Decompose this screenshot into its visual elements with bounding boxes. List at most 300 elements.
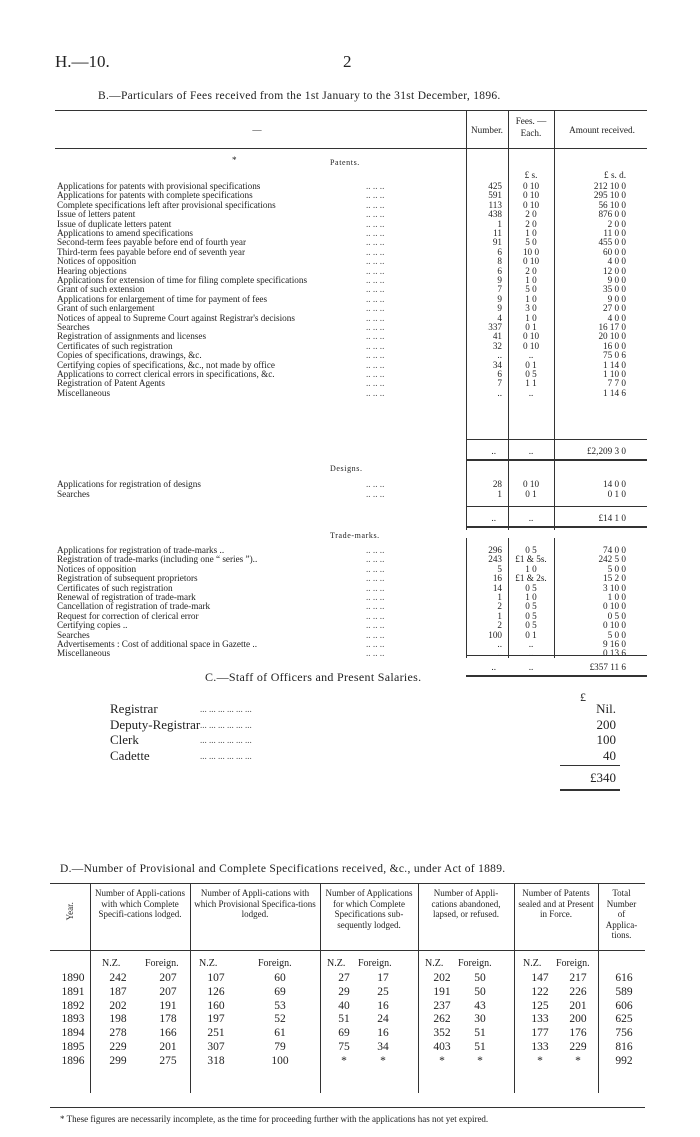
trade_marks-row-number: 2 bbox=[497, 601, 502, 612]
patents-row-fee: 0 10 bbox=[522, 331, 540, 342]
designs-row-label: Applications for registration of designs bbox=[57, 479, 201, 489]
trade_marks-row-amount: 9 16 0 bbox=[603, 639, 626, 649]
patents-row-fee: 0 10 bbox=[522, 340, 540, 351]
trade_marks-row-amount: 74 0 0 bbox=[603, 545, 626, 555]
patents-row-number: 425 bbox=[488, 181, 502, 191]
patents-row-amount: 12 0 0 bbox=[603, 265, 626, 276]
patents-row-amount: 7 7 0 bbox=[607, 378, 626, 389]
table-cell: 160 bbox=[207, 999, 225, 1012]
document-reference: H.—10. bbox=[55, 52, 110, 71]
table-cell: 100 bbox=[271, 1054, 289, 1067]
patents-row-number: 7 bbox=[497, 284, 502, 295]
patents-row-number: 91 bbox=[492, 237, 502, 248]
trade_marks-total-underline bbox=[466, 675, 647, 677]
patents-row-amount: 2 0 0 bbox=[607, 218, 626, 229]
table-cell: 51 bbox=[474, 1027, 486, 1040]
patents-row-amount: 20 10 0 bbox=[598, 331, 626, 342]
patents-row-label: Third-term fees payable before end of seventh year bbox=[57, 246, 245, 257]
table-cell: 207 bbox=[159, 972, 177, 984]
trade_marks-row-fee: .. bbox=[528, 639, 534, 649]
trade_marks-row-amount: 0 13 6 bbox=[603, 648, 626, 659]
staff-salary: Nil. bbox=[596, 701, 616, 716]
table-cell: 69 bbox=[338, 1027, 350, 1040]
table-cell: 27 bbox=[338, 972, 350, 984]
patents-row-fee: 0 10 bbox=[522, 199, 540, 210]
patents-row-number: 1 bbox=[497, 218, 502, 229]
table-cell: 50 bbox=[474, 972, 486, 984]
designs-total-rule bbox=[466, 506, 647, 507]
designs-heading: Designs. bbox=[330, 464, 363, 473]
patents-row-number: 34 bbox=[492, 359, 502, 370]
table-d-col-rule bbox=[514, 883, 515, 1093]
sub-header-nz: N.Z. bbox=[199, 958, 218, 969]
trade_marks-row-amount: 0 10 0 bbox=[603, 620, 626, 631]
trade_marks-heading: Trade-marks. bbox=[330, 531, 380, 540]
table-cell: 307 bbox=[207, 1041, 225, 1053]
table-cell: 589 bbox=[615, 985, 633, 998]
patents-row-amount: 295 10 0 bbox=[593, 190, 626, 201]
table-cell: 17 bbox=[377, 972, 389, 984]
section-c-unit: £ bbox=[580, 690, 586, 704]
table-cell: * bbox=[439, 1054, 445, 1067]
designs-row-number: 1 bbox=[497, 488, 502, 499]
patents-row-number: 11 bbox=[493, 228, 502, 238]
patents-row-fee: 2 0 bbox=[525, 209, 537, 220]
leader-dots: .. .. .. bbox=[366, 582, 385, 593]
table-d-col-rule bbox=[190, 883, 191, 1093]
table-cell: 133 bbox=[531, 1013, 549, 1026]
patents-row-amount: 455 0 0 bbox=[598, 237, 626, 248]
patents-row-amount: 56 10 0 bbox=[598, 199, 626, 210]
table-cell: 51 bbox=[474, 1041, 486, 1053]
sub-header-nz: N.Z. bbox=[523, 958, 542, 969]
patents-row-number: 591 bbox=[488, 190, 502, 201]
designs-total: £14 1 0 bbox=[598, 513, 626, 523]
sub-header-foreign: Foreign. bbox=[145, 958, 179, 969]
table-cell: 191 bbox=[433, 985, 451, 998]
patents-row-amount: 60 0 0 bbox=[603, 246, 626, 257]
designs-total-fee: .. bbox=[528, 513, 534, 523]
staff-total-underline bbox=[560, 789, 620, 791]
col-header-number: Number. bbox=[471, 125, 503, 135]
patents-row-fee: 0 10 bbox=[522, 256, 540, 267]
trade_marks-row-fee: £1 & 2s. bbox=[515, 573, 547, 584]
patents-row-label: Hearing objections bbox=[57, 265, 127, 276]
designs-row-amount: 0 1 0 bbox=[607, 488, 626, 499]
table-row-year: 1895 bbox=[61, 1041, 85, 1053]
trade_marks-total-rule bbox=[466, 655, 647, 656]
patents-row-label: Complete specifications left after provisional specifications bbox=[57, 199, 276, 210]
staff-total-rule bbox=[560, 765, 620, 766]
patents-row-amount: 11 0 0 bbox=[603, 228, 626, 238]
patents-row-label: Searches bbox=[57, 322, 90, 332]
leader-dots: .. .. .. bbox=[366, 209, 385, 220]
staff-role: Cadette bbox=[110, 747, 150, 763]
trade_marks-row-fee: 0 1 bbox=[525, 629, 537, 640]
table-cell: 278 bbox=[109, 1027, 127, 1040]
patents-row-amount: 27 0 0 bbox=[603, 303, 626, 314]
patents-row-number: 6 bbox=[497, 265, 502, 276]
leader-dots: .. .. .. bbox=[366, 237, 385, 248]
patents-row-amount: 16 0 0 bbox=[603, 340, 626, 351]
patents-row-number: 9 bbox=[497, 293, 502, 304]
header-col-6: Total Number of Applica-tions. bbox=[605, 888, 638, 940]
table-cell: 816 bbox=[615, 1041, 633, 1053]
patents-row-number: .. bbox=[497, 350, 502, 361]
patents-row-amount: 9 0 0 bbox=[607, 275, 626, 285]
patents-row-amount: 4 0 0 bbox=[607, 312, 626, 323]
sub-header-foreign: Foreign. bbox=[258, 958, 292, 969]
trade_marks-row-amount: 242 5 0 bbox=[598, 554, 626, 565]
table-cell: 24 bbox=[377, 1013, 389, 1026]
designs-total-underline bbox=[466, 526, 647, 528]
table-cell: 147 bbox=[531, 972, 549, 984]
trade_marks-row-number: 243 bbox=[488, 554, 502, 565]
trade_marks-row-amount: 5 0 0 bbox=[607, 563, 626, 574]
patents-row-amount: 75 0 6 bbox=[603, 350, 626, 361]
patents-row-number: 438 bbox=[488, 209, 502, 220]
patents-row-fee: 5 0 bbox=[525, 284, 537, 295]
table-cell: 29 bbox=[338, 985, 350, 998]
table-row-year: 1893 bbox=[61, 1013, 85, 1026]
patents-row-number: 6 bbox=[497, 369, 502, 379]
trade_marks-row-number: 296 bbox=[488, 545, 502, 555]
leader-dots: .. .. .. bbox=[366, 312, 385, 323]
trade_marks-row-amount: 5 0 0 bbox=[607, 629, 626, 640]
header-col-4: Number of Appli-cations abandoned, lapsed, or refused. bbox=[431, 888, 501, 919]
patents-row-label: Grant of such enlargement bbox=[57, 303, 155, 314]
trade_marks-row-number: 16 bbox=[492, 573, 502, 584]
table-cell: * bbox=[537, 1054, 543, 1067]
patents-row-label: Registration of assignments and licenses bbox=[57, 331, 207, 342]
patents-row-fee: 0 10 bbox=[522, 181, 540, 191]
table-cell: 125 bbox=[531, 999, 549, 1012]
patents-total-underline bbox=[466, 459, 647, 461]
patents-row-label: Applications for extension of time for filing complete specifications bbox=[57, 275, 308, 285]
patents-row-label: Notices of opposition bbox=[57, 256, 137, 267]
designs-row-fee: 0 10 bbox=[522, 479, 540, 489]
trade_marks-row-label: Searches bbox=[57, 629, 90, 640]
patents-row-label: Certificates of such registration bbox=[57, 340, 173, 351]
table-cell: 178 bbox=[159, 1013, 177, 1026]
patents-row-number: 8 bbox=[497, 256, 502, 267]
sub-header-foreign: Foreign. bbox=[458, 958, 492, 969]
table-cell: 756 bbox=[615, 1027, 633, 1040]
trade_marks-row-number: 1 bbox=[497, 610, 502, 621]
trade_marks-row-amount: 3 10 0 bbox=[603, 582, 626, 593]
patents-row-fee: 5 0 bbox=[525, 237, 537, 248]
trade_marks-row-label: Advertisements : Cost of additional space in Gazette .. bbox=[57, 639, 258, 649]
leader-dots: .. .. .. bbox=[366, 181, 385, 191]
patents-row-label: Miscellaneous bbox=[57, 387, 111, 398]
patents-row-number: .. bbox=[497, 387, 502, 398]
patents-row-amount: 876 0 0 bbox=[598, 209, 626, 220]
trade_marks-total-fee: .. bbox=[528, 662, 534, 672]
patents-row-label: Issue of duplicate letters patent bbox=[57, 218, 172, 229]
leader-dots: .. .. .. bbox=[366, 199, 385, 210]
patents-row-label: Certifying copies of specifications, &c., not made by office bbox=[57, 359, 275, 370]
table-cell: 226 bbox=[569, 985, 587, 998]
staff-total: £340 bbox=[590, 770, 616, 785]
trade_marks-row-number: 14 bbox=[492, 582, 502, 593]
table-cell: * bbox=[575, 1054, 581, 1067]
patents-row-amount: 16 17 0 bbox=[598, 322, 626, 332]
patents-row-amount: 1 14 0 bbox=[603, 359, 626, 370]
designs-row-number: 28 bbox=[492, 479, 502, 489]
leader-dots: .. .. .. bbox=[366, 479, 385, 489]
table-cell: 16 bbox=[377, 999, 389, 1012]
table-cell: 126 bbox=[207, 985, 225, 998]
table-cell: 187 bbox=[109, 985, 127, 998]
table-cell: 606 bbox=[615, 999, 633, 1012]
section-c-title: C.—Staff of Officers and Present Salaries. bbox=[205, 670, 422, 684]
patents-row-label: Applications for patents with complete specifications bbox=[57, 190, 253, 201]
trade_marks-row-label: Cancellation of registration of trade-mark bbox=[57, 601, 211, 612]
staff-role: Registrar bbox=[110, 701, 158, 716]
table-cell: 61 bbox=[274, 1027, 286, 1040]
header-col-2: Number of Appli-cations with which Provisional Specifica-tions lodged. bbox=[194, 888, 316, 919]
table-cell: 275 bbox=[159, 1054, 177, 1067]
trade_marks-row-amount: 0 5 0 bbox=[607, 610, 626, 621]
patents-row-number: 113 bbox=[488, 199, 502, 210]
patents-row-label: Applications for enlargement of time for payment of fees bbox=[57, 293, 268, 304]
patents-row-label: Second-term fees payable before end of fourth year bbox=[57, 237, 247, 248]
page-number: 2 bbox=[343, 52, 352, 71]
patents-row-fee: 3 0 bbox=[525, 303, 537, 314]
staff-role: Clerk bbox=[110, 732, 139, 747]
patents-row-fee: 0 1 bbox=[525, 359, 537, 370]
patents-row-number: 7 bbox=[497, 378, 502, 389]
table-row-year: 1891 bbox=[61, 985, 85, 998]
patents-row-amount: 35 0 0 bbox=[603, 284, 626, 295]
patents-row-fee: 2 0 bbox=[525, 265, 537, 276]
patents-row-fee: 0 5 bbox=[525, 369, 537, 379]
trade_marks-row-number: 100 bbox=[488, 629, 502, 640]
patents-row-number: 4 bbox=[497, 312, 502, 323]
table-cell: 318 bbox=[207, 1054, 225, 1067]
table-cell: 16 bbox=[377, 1027, 389, 1040]
table-cell: 616 bbox=[615, 972, 633, 984]
trade_marks-row-label: Miscellaneous bbox=[57, 648, 111, 659]
table-cell: 177 bbox=[531, 1027, 549, 1040]
header-col-3: Number of Applications for which Complete Specifications sub-sequently lodged. bbox=[325, 888, 413, 930]
patents-row-number: 32 bbox=[492, 340, 502, 351]
patents-row-fee: 2 0 bbox=[525, 218, 537, 229]
table-cell: 79 bbox=[274, 1041, 286, 1053]
header-col-1: Number of Appli-cations with which Complete Specifi-cations lodged. bbox=[95, 888, 185, 919]
leader-dots: .. .. .. bbox=[366, 246, 385, 257]
table-cell: 202 bbox=[109, 999, 127, 1012]
patents-row-fee: 1 0 bbox=[525, 293, 537, 304]
header-year: Year. bbox=[64, 902, 75, 921]
table-cell: 40 bbox=[338, 999, 350, 1012]
col-header-fees: Fees. — Each. bbox=[515, 116, 547, 138]
leader-dots: .. .. .. bbox=[366, 275, 385, 285]
table-b-header-rule bbox=[55, 148, 647, 149]
table-cell: 992 bbox=[615, 1054, 633, 1067]
leader-dots: .. .. .. bbox=[366, 620, 385, 631]
patents-row-label: Registration of Patent Agents bbox=[57, 378, 165, 389]
table-row-year: 1896 bbox=[61, 1054, 85, 1067]
fees-units: £ s. bbox=[524, 170, 538, 180]
table-cell: 51 bbox=[338, 1013, 350, 1026]
footnote: * These figures are necessarily incomplete, as the time for proceeding further with the applications has not yet expired. bbox=[60, 1114, 489, 1124]
staff-salary: 100 bbox=[596, 732, 616, 747]
table-row-year: 1890 bbox=[61, 972, 85, 984]
patents-row-amount: 212 10 0 bbox=[593, 181, 626, 191]
col-header-blank: — bbox=[252, 125, 262, 135]
trade_marks-row-number: .. bbox=[497, 648, 502, 659]
patents-row-fee: 0 10 bbox=[522, 190, 540, 201]
leader-dots: .. .. .. bbox=[366, 190, 385, 201]
table-d-top-rule bbox=[50, 883, 645, 884]
patents-total-rule bbox=[466, 439, 647, 440]
leader-dots: .. .. .. bbox=[366, 545, 385, 555]
table-cell: 53 bbox=[274, 999, 286, 1012]
patents-row-number: 9 bbox=[497, 275, 502, 285]
table-cell: 197 bbox=[207, 1013, 225, 1026]
table-cell: 176 bbox=[569, 1027, 587, 1040]
trade_marks-row-fee: 0 5 bbox=[525, 610, 537, 621]
trade_marks-row-number: 2 bbox=[497, 620, 502, 631]
trade_marks-row-number: .. bbox=[497, 639, 502, 649]
patents-row-amount: 9 0 0 bbox=[607, 293, 626, 304]
trade_marks-total: £357 11 6 bbox=[589, 662, 626, 672]
leader-dots: .. .. .. bbox=[366, 592, 385, 602]
leader-dots: ... ... ... ... ... ... bbox=[200, 719, 252, 730]
table-cell: 75 bbox=[338, 1041, 350, 1053]
patents-row-label: Issue of letters patent bbox=[57, 209, 136, 220]
leader-dots: .. .. .. bbox=[366, 350, 385, 361]
table-row-year: 1892 bbox=[61, 999, 85, 1012]
table-cell: 403 bbox=[433, 1041, 451, 1053]
patents-row-amount: 1 10 0 bbox=[603, 369, 626, 379]
patents-row-label: Copies of specifications, drawings, &c. bbox=[57, 350, 202, 361]
leader-dots: .. .. .. bbox=[366, 303, 385, 314]
table-d-header-rule bbox=[50, 950, 645, 951]
section-b-title: B.—Particulars of Fees received from the 1st January to the 31st December, 1896. bbox=[98, 90, 501, 102]
table-cell: 43 bbox=[474, 999, 486, 1012]
table-cell: 202 bbox=[433, 972, 451, 984]
table-d-col-rule bbox=[418, 883, 419, 1093]
header-col-5: Number of Patents sealed and at Present in Force. bbox=[518, 888, 594, 919]
table-cell: 122 bbox=[531, 985, 549, 998]
patents-row-number: 6 bbox=[497, 246, 502, 257]
table-cell: * bbox=[477, 1054, 483, 1067]
leader-dots: .. .. .. bbox=[366, 639, 385, 649]
patents-row-label: Applications for patents with provisional specifications bbox=[57, 181, 261, 191]
leader-dots: .. .. .. bbox=[366, 378, 385, 389]
patents-row-fee: 1 0 bbox=[525, 275, 537, 285]
leader-dots: ... ... ... ... ... ... bbox=[200, 704, 252, 714]
table-cell: 229 bbox=[109, 1041, 127, 1053]
leader-dots: .. .. .. bbox=[366, 629, 385, 640]
leader-dots: .. .. .. bbox=[366, 573, 385, 584]
leader-dots: .. .. .. bbox=[366, 218, 385, 229]
leader-dots: .. .. .. bbox=[366, 331, 385, 342]
table-cell: 201 bbox=[159, 1041, 177, 1053]
trade_marks-row-label: Renewal of registration of trade-mark bbox=[57, 592, 196, 602]
patents-row-fee: 0 1 bbox=[525, 322, 537, 332]
patents-total-number: .. bbox=[491, 446, 496, 456]
leader-dots: .. .. .. bbox=[366, 488, 385, 499]
designs-total-number: .. bbox=[491, 513, 496, 523]
leader-dots: .. .. .. bbox=[366, 554, 385, 565]
table-cell: 25 bbox=[377, 985, 389, 998]
table-cell: 107 bbox=[207, 972, 225, 984]
patents-row-number: 337 bbox=[488, 322, 502, 332]
patents-row-amount: 4 0 0 bbox=[607, 256, 626, 267]
trade_marks-row-fee: 0 5 bbox=[525, 545, 537, 555]
table-cell: 50 bbox=[474, 985, 486, 998]
trade_marks-row-label: Applications for registration of trade-marks .. bbox=[57, 545, 225, 555]
leader-dots: .. .. .. bbox=[366, 387, 385, 398]
leader-dots: .. .. .. bbox=[366, 601, 385, 612]
table-cell: 200 bbox=[569, 1013, 587, 1026]
leader-dots: .. .. .. bbox=[366, 265, 385, 276]
footnote-rule bbox=[50, 1107, 645, 1108]
trade_marks-row-number: 5 bbox=[497, 563, 502, 574]
table-row-year: 1894 bbox=[61, 1027, 85, 1040]
table-cell: 207 bbox=[159, 985, 177, 998]
trade_marks-row-number: 1 bbox=[497, 592, 502, 602]
sub-header-nz: N.Z. bbox=[425, 958, 444, 969]
patents-row-fee: .. bbox=[528, 350, 534, 361]
table-cell: 201 bbox=[569, 999, 587, 1012]
trade_marks-row-fee: 1 0 bbox=[525, 592, 537, 602]
trade_marks-row-fee: 0 5 bbox=[525, 582, 537, 593]
table-cell: 242 bbox=[109, 972, 127, 984]
leader-dots: .. .. .. bbox=[366, 293, 385, 304]
table-cell: 229 bbox=[569, 1041, 587, 1053]
amount-units: £ s. d. bbox=[604, 170, 626, 180]
table-cell: 251 bbox=[207, 1027, 225, 1040]
patents-row-fee: 1 1 bbox=[525, 378, 537, 389]
table-cell: 237 bbox=[433, 999, 451, 1012]
trade_marks-row-amount: 15 2 0 bbox=[603, 573, 626, 584]
designs-row-fee: 0 1 bbox=[525, 488, 537, 499]
trade_marks-row-fee: 1 0 bbox=[525, 563, 537, 574]
table-cell: 69 bbox=[274, 985, 286, 998]
trade_marks-total-number: .. bbox=[491, 662, 496, 672]
leader-dots: .. .. .. bbox=[366, 369, 385, 379]
sub-header-foreign: Foreign. bbox=[358, 958, 392, 969]
section-d-title: D.—Number of Provisional and Complete Specifications received, &c., under Act of 1889. bbox=[60, 863, 506, 875]
table-cell: 60 bbox=[274, 972, 286, 984]
patents-row-fee: 10 0 bbox=[522, 246, 540, 257]
table-cell: 262 bbox=[433, 1013, 451, 1026]
leader-dots: ... ... ... ... ... ... bbox=[200, 735, 252, 745]
patents-total: £2,209 3 0 bbox=[586, 446, 626, 456]
table-cell: 52 bbox=[274, 1013, 286, 1026]
table-cell: * bbox=[341, 1054, 347, 1067]
table-cell: 191 bbox=[159, 999, 177, 1012]
patents-row-number: 41 bbox=[492, 331, 502, 342]
sub-header-foreign: Foreign. bbox=[556, 958, 590, 969]
marker-star: * bbox=[232, 155, 237, 165]
patents-row-number: 9 bbox=[497, 303, 502, 314]
table-cell: 166 bbox=[159, 1027, 177, 1040]
trade_marks-row-label: Notices of opposition bbox=[57, 563, 137, 574]
table-cell: 34 bbox=[377, 1041, 389, 1053]
leader-dots: .. .. .. bbox=[366, 359, 385, 370]
leader-dots: ... ... ... ... ... ... bbox=[200, 750, 252, 761]
table-cell: * bbox=[380, 1054, 386, 1067]
trade_marks-row-fee: 0 5 bbox=[525, 601, 537, 612]
staff-salary: 40 bbox=[603, 747, 616, 763]
trade_marks-row-fee: 0 5 bbox=[525, 620, 537, 631]
leader-dots: .. .. .. bbox=[366, 610, 385, 621]
